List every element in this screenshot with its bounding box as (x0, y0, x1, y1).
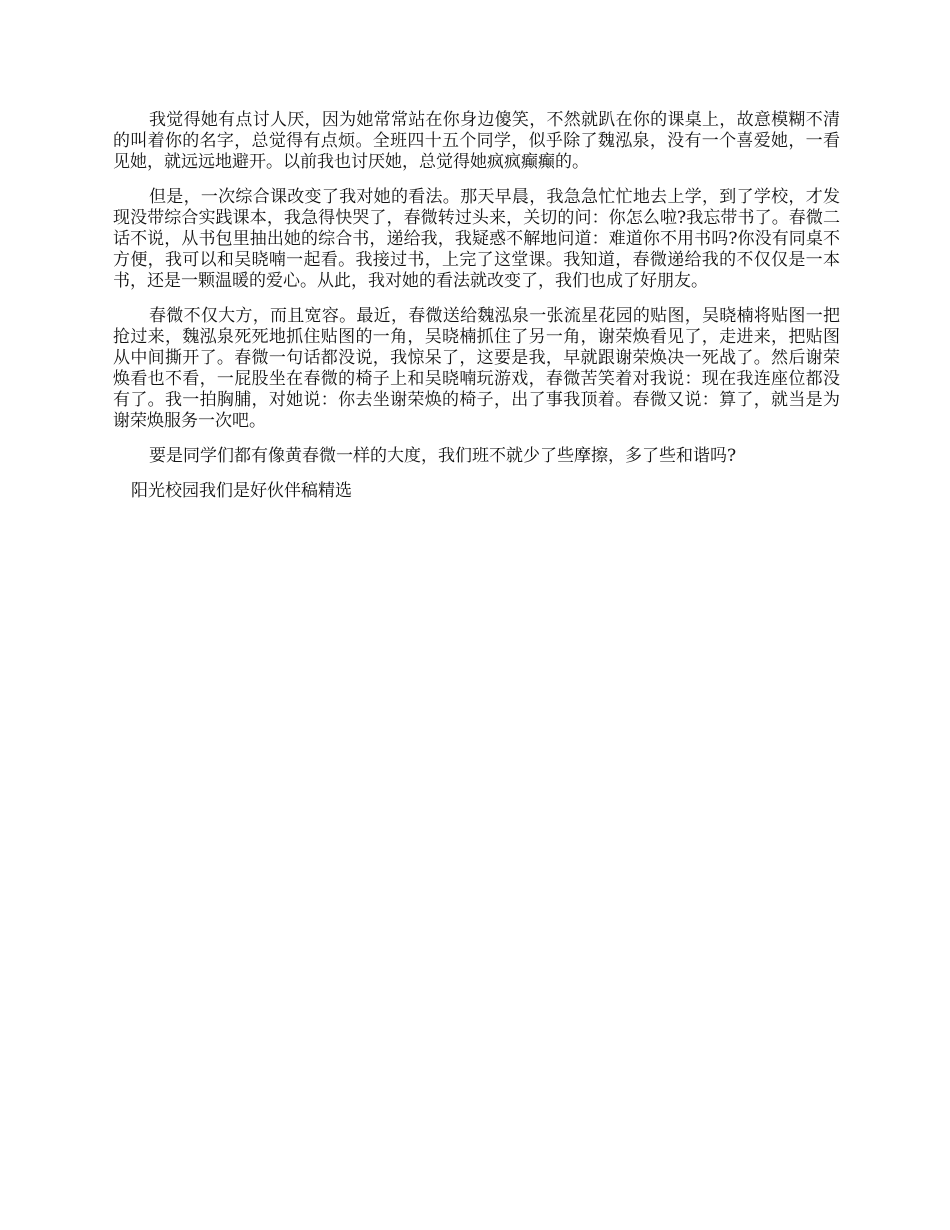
paragraph-2: 但是，一次综合课改变了我对她的看法。那天早晨，我急急忙忙地去上学，到了学校，才发现没带综合实践课本，我急得快哭了，春微转过头来，关切的问：你怎么啦?我忘带书了。春微二话不说，从书包里抽出她的综合书，递给我，我疑惑不解地问道：难道你不用书吗?你没有同桌不方便，我可以和吴晓喃一起看。我接过书，上完了这堂课。我知道，春微递给我的不仅仅是一本书，还是一颗温暖的爱心。从此，我对她的看法就改变了，我们也成了好朋友。 (113, 187, 840, 291)
footer-title: 阳光校园我们是好伙伴稿精选 (131, 481, 352, 501)
paragraph-3: 春微不仅大方，而且宽容。最近，春微送给魏泓泉一张流星花园的贴图，吴晓楠将贴图一把抢过来，魏泓泉死死地抓住贴图的一角，吴晓楠抓住了另一角，谢荣焕看见了，走进来，把贴图从中间撕开了。春微一句话都没说，我惊呆了，这要是我，早就跟谢荣焕决一死战了。然后谢荣焕看也不看，一屁股坐在春微的椅子上和吴晓喃玩游戏，春微苦笑着对我说：现在我连座位都没有了。我一拍胸脯，对她说：你去坐谢荣焕的椅子，出了事我顶着。春微又说：算了，就当是为谢荣焕服务一次吧。 (113, 306, 840, 431)
paragraph-1: 我觉得她有点讨人厌，因为她常常站在你身边傻笑，不然就趴在你的课桌上，故意模糊不清的叫着你的名字，总觉得有点烦。全班四十五个同学，似乎除了魏泓泉，没有一个喜爱她，一看见她，就远远地避开。以前我也讨厌她，总觉得她疯疯癫癫的。 (113, 110, 840, 172)
article-body (113, 110, 840, 502)
paragraph-4: 要是同学们都有像黄春微一样的大度，我们班不就少了些摩擦，多了些和谐吗? (149, 446, 737, 466)
